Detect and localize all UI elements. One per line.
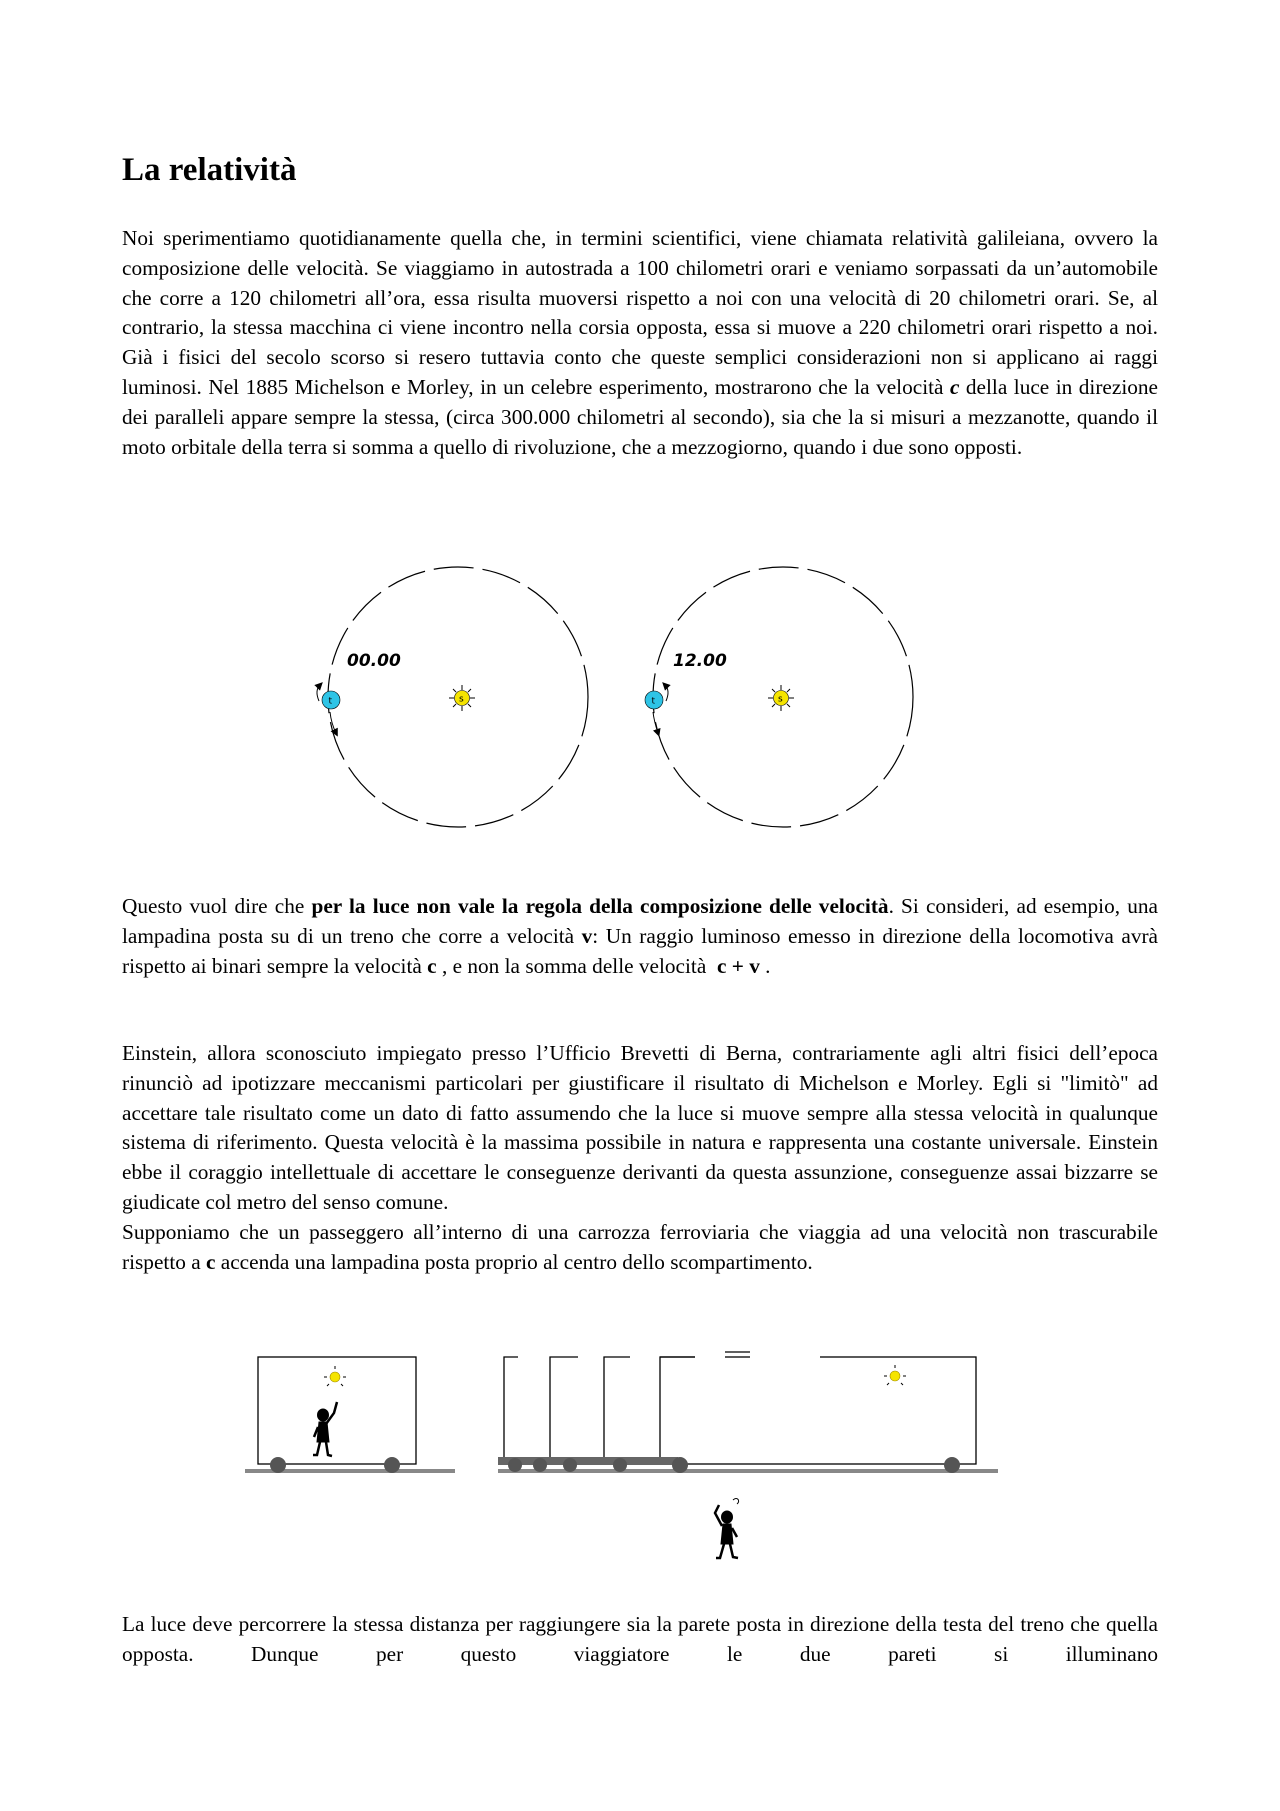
para2-text-b: . Si consideri, ad esempio, una lampadina posta su di un treno che corre a velocità [122, 894, 1158, 948]
right-sun [768, 685, 794, 711]
paragraph-light-distance [122, 1610, 1158, 1670]
symbol-c: c [949, 374, 960, 399]
wheel-icon [270, 1457, 286, 1473]
train-figure [240, 1345, 1020, 1575]
symbol-v: v [581, 923, 593, 948]
wheel-icon [384, 1457, 400, 1473]
left-earth [322, 691, 340, 709]
page-title: La relatività [122, 152, 297, 188]
left-sun [449, 685, 475, 711]
wheel-icon [672, 1457, 688, 1473]
right-earth-letter: t [651, 696, 656, 707]
symbol-c-plus-v: c + v [716, 953, 760, 978]
wheel-icon [563, 1458, 577, 1472]
wheel-icon [613, 1458, 627, 1472]
orbit-figure [300, 555, 940, 840]
para2-text-c: : Un raggio luminoso emesso in direzione della locomotiva avrà rispetto ai binari sempre la velocità [122, 923, 1159, 978]
left-rotation-arrow [317, 685, 320, 701]
para3-text: Einstein, allora sconosciuto impiegato presso l’Ufficio Brevetti di Berna, contrariamente agli altri fisici dell’epoca rinunciò ad ipotizzare meccanismi particolari per giustificare il risultato di Michelson e Morley. Egli si "limitò" ad accettare tale risultato come un dato di fatto assumendo che la luce si muove sempre alla stessa velocità in qualunque sistema di riferimento. Questa velocità è la massima possibile in natura e rappresenta una costante universale. Einstein ebbe il coraggio intellettuale di accettare le conseguenze derivanti da questa assunzione, conseguenze assai bizzarre se giudicate col metro del senso comune. [122, 1041, 1158, 1214]
wheel-icon [508, 1458, 522, 1472]
right-earth [645, 691, 663, 709]
paragraph-einstein [122, 1039, 1158, 1277]
train-base [498, 1457, 678, 1465]
para2-text-d: , e non la somma delle velocità [441, 953, 707, 978]
para1-text-continued: della luce in direzione dei paralleli appare sempre la stessa, (circa 300.000 chilometri al secondo), sia che la si misuri a mezzanotte, quando il moto orbitale della terra si somma a quello di rivoluzione, che a mezzogiorno, quando i due sono opposti. [122, 374, 1158, 459]
opening-gap [750, 1349, 820, 1359]
para2-text-e: . [765, 953, 771, 978]
left-time-label: 00.00 [347, 651, 401, 671]
para4-text: Supponiamo che un passeggero all’interno di una carrozza ferroviaria che viaggia ad una velocità non trascurabile rispetto a [122, 1219, 1158, 1274]
wheel-icon [944, 1457, 960, 1473]
left-orbit-diagram [317, 567, 588, 827]
wagon-body [660, 1357, 976, 1464]
symbol-c-3: c [206, 1249, 216, 1274]
symbol-c-2: c [427, 953, 437, 978]
opening-gap [695, 1349, 725, 1359]
right-sun-letter: s [778, 694, 783, 705]
para5-text: La luce deve percorrere la stessa distanza per raggiungere sia la parete posta in direzione della testa del treno che quella opposta. Dunque per questo viaggiatore le due pareti si illuminano [122, 1612, 1158, 1666]
paragraph-light-speed [122, 892, 1158, 981]
paragraph-galilean-relativity [122, 224, 1158, 462]
stationary-wagon [245, 1357, 455, 1473]
left-earth-letter: t [328, 696, 333, 707]
right-time-label: 12.00 [673, 651, 727, 671]
para2-bold-statement: per la luce non vale la regola della composizione delle velocità [311, 894, 889, 918]
observer-figure [715, 1499, 739, 1558]
para1-text: Noi sperimentiamo quotidianamente quella che, in termini scientifici, viene chiamata relatività galileiana, ovvero la composizione delle velocità. Se viaggiamo in autostrada a 100 chilometri orari e veniamo sorpassati da un’automobile che corre a 120 chilometri all’ora, essa risulta muoversi rispetto a noi con una velocità di 20 chilometri orari. Se, al contrario, la stessa macchina ci viene incontro nella corsia opposta, essa si muove a 220 chilometri orari rispetto a noi. Già i fisici del secolo scorso si resero tuttavia conto che queste semplici considerazioni non si applicano ai raggi luminosi. Nel 1885 Michelson e Morley, in un celebre esperimento, mostrarono che la velocità [122, 226, 1158, 399]
right-orbit-diagram [645, 567, 913, 827]
moving-train [498, 1349, 998, 1473]
right-rotation-arrow [665, 685, 668, 701]
wheel-icon [533, 1458, 547, 1472]
left-sun-letter: s [459, 694, 464, 705]
para4-text-b: accenda una lampadina posta proprio al centro dello scompartimento. [220, 1249, 813, 1274]
para2-text: Questo vuol dire che [122, 894, 305, 918]
